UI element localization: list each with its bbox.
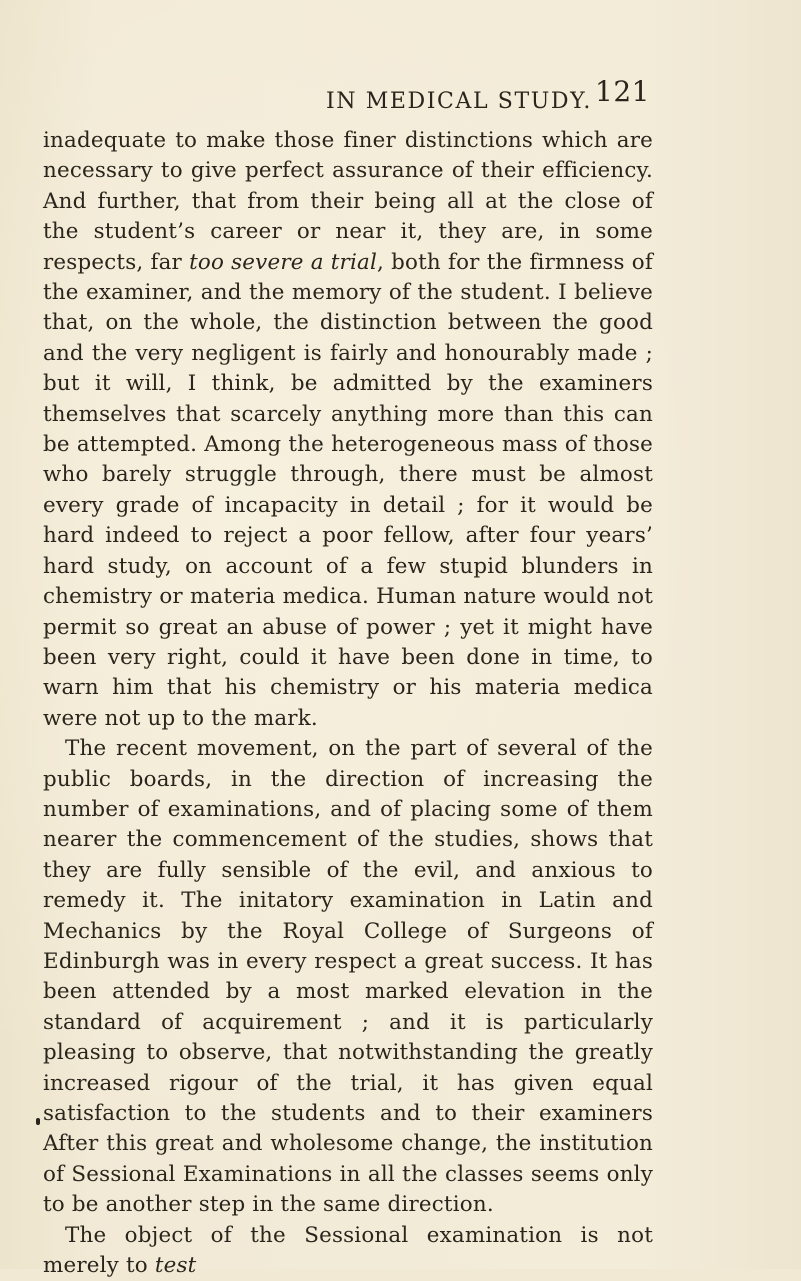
- paragraph-1: [43, 126, 653, 734]
- paragraph-1-italic-phrase: too severe a trial: [189, 249, 378, 275]
- running-head-title: IN MEDICAL STUDY.: [326, 89, 592, 114]
- paragraph-3-italic-word: test: [154, 1253, 197, 1279]
- body-text: [43, 126, 653, 1281]
- paragraph-1-text-1: inadequate to make those finer distinctions which are necessary to give perfect assurance of their efficiency. And further, that from their being all at the close of the student’s career or near it, they are, in some respects, far: [43, 128, 653, 275]
- page-number: 121: [595, 75, 650, 108]
- paragraph-2: [43, 734, 653, 1221]
- running-head: [0, 75, 801, 122]
- paragraph-3-text: The object of the Sessional examination is not merely to: [43, 1222, 653, 1279]
- paragraph-1-text-2: , both for the firmness of the examiner, and the memory of the student. I believe that, on the whole, the distinction between the good and the very negligent is fairly and honourably made ; but it will, I think, be admitted by the examiners themselves that scarcely anything more than this can be attempted. Among the heterogeneous mass of those who barely struggle through, there must be almost every grade of incapacity in detail ; for it would be hard indeed to reject a poor fellow, after four years’ hard study, on account of a few stupid blunders in chemistry or materia medica. Human nature would not permit so great an abuse of power ; yet it might have been very right, could it have been done in time, to warn him that his chemistry or his materia medica were not up to the mark.: [43, 249, 653, 731]
- paragraph-3: [43, 1221, 653, 1281]
- paragraph-2-text: The recent movement, on the part of several of the public boards, in the direction of increasing the number of examinations, and of placing some of them nearer the commencement of the studies, shows that they are fully sensible of the evil, and anxious to remedy it. The initatory examination in Latin and Mechanics by the Royal College of Surgeons of Edinburgh was in every respect a great success. It has been attended by a most marked elevation in the standard of acquirement ; and it is particularly pleasing to observe, that notwithstanding the greatly increased rigour of the trial, it has given equal satisfaction to the students and to their examiners After this great and wholesome change, the institution of Sessional Examinations in all the classes seems only to be another step in the same direction.: [43, 736, 653, 1218]
- margin-ink-mark: [36, 1118, 40, 1125]
